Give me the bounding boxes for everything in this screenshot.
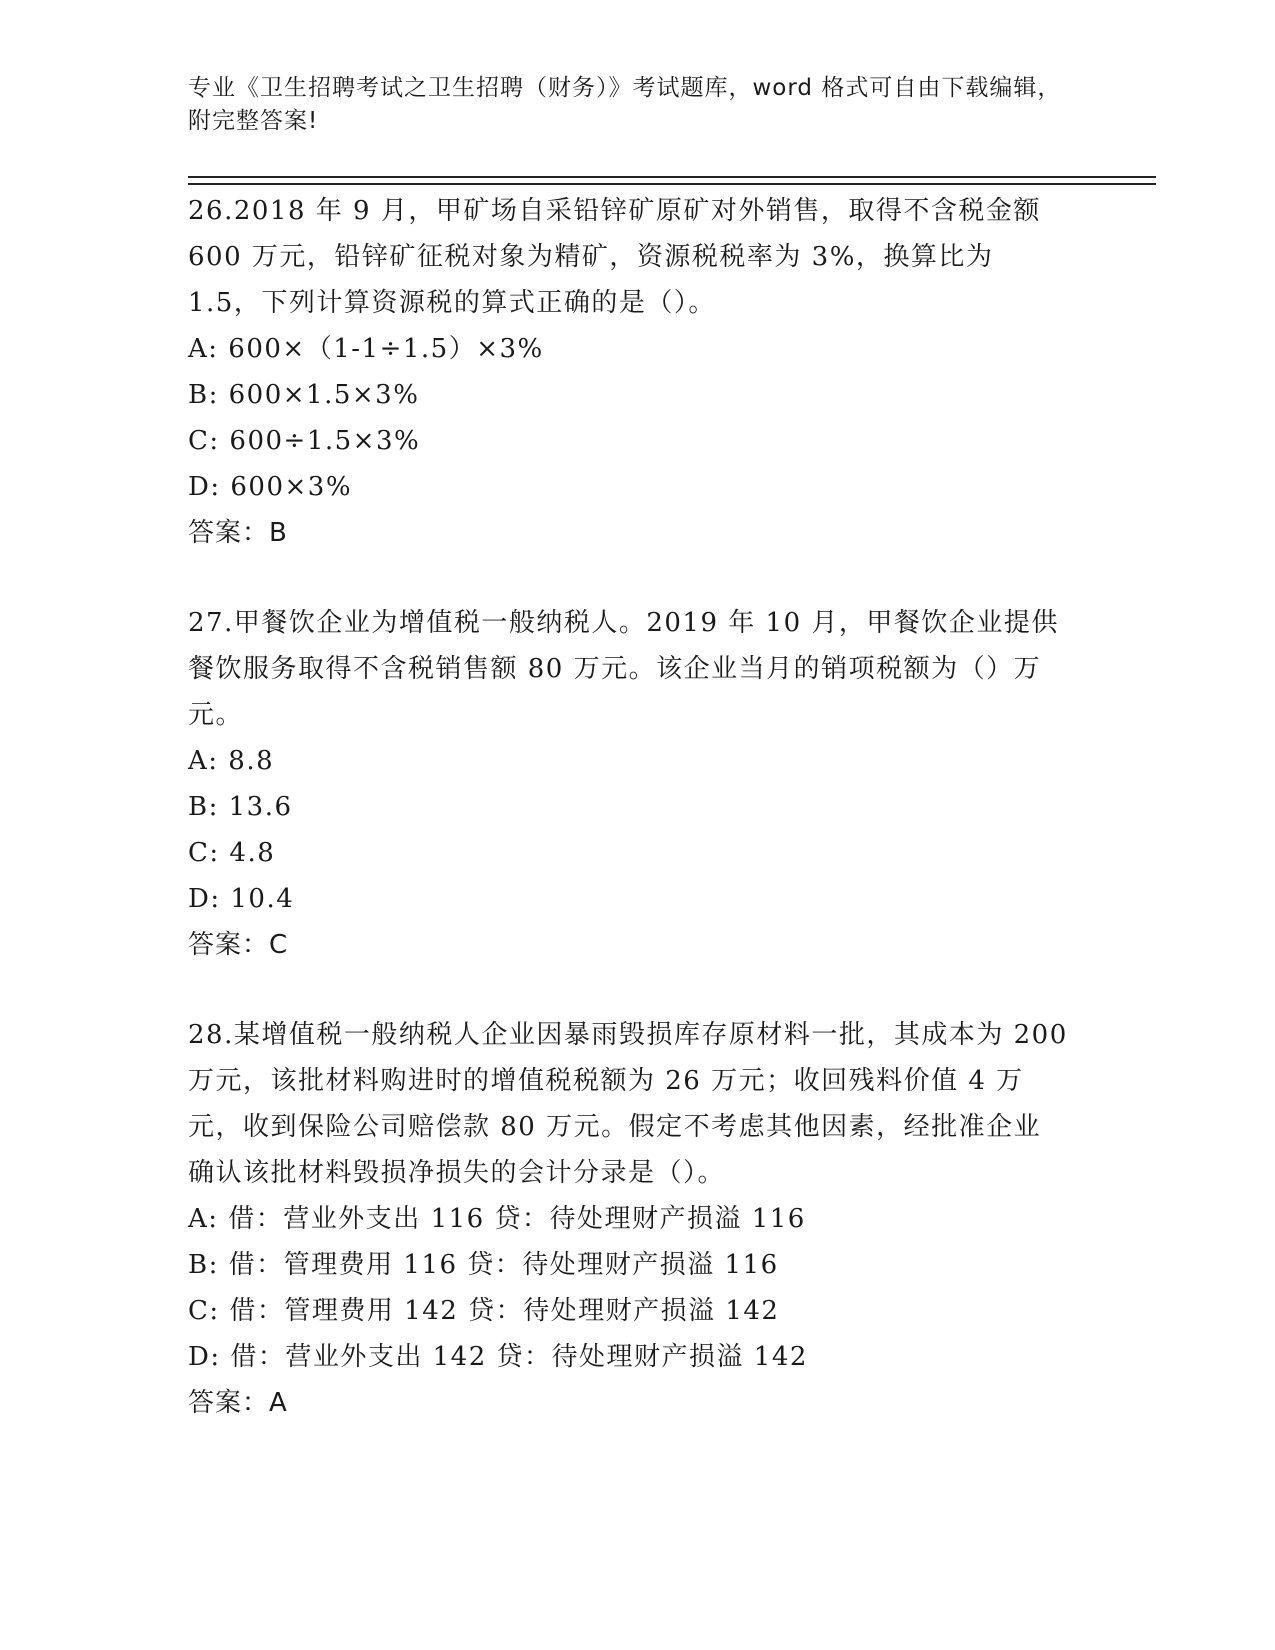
question-stem: 27.甲餐饮企业为增值税一般纳税人。2019 年 10 月，甲餐饮企业提供餐饮服务取得不含税销售额 80 万元。该企业当月的销项税额为（）万元。 [188, 608, 1059, 730]
option-a: A: 8.8 [188, 746, 275, 776]
option-c: C: 4.8 [188, 838, 276, 868]
answer: 答案：A [188, 1388, 288, 1418]
question-26 [188, 188, 1068, 556]
option-b: B: 借：管理费用 116 贷：待处理财产损溢 116 [188, 1250, 779, 1280]
answer: 答案：B [188, 518, 288, 548]
question-28 [188, 1012, 1068, 1426]
option-a: A: 借：营业外支出 116 贷：待处理财产损溢 116 [188, 1204, 806, 1234]
header-divider-top [188, 176, 1156, 178]
question-stem: 28.某增值税一般纳税人企业因暴雨毁损库存原材料一批，其成本为 200 万元，该批材料购进时的增值税税额为 26 万元；收回残料价值 4 万元，收到保险公司赔偿款 80 万元。假定不考虑其他因素，经批准企业确认该批材料毁损净损失的会计分录是（）。 [188, 1020, 1068, 1188]
header-divider-bottom [188, 183, 1156, 185]
option-c: C: 600÷1.5×3% [188, 426, 421, 456]
option-d: D: 借：营业外支出 142 贷：待处理财产损溢 142 [188, 1342, 808, 1372]
option-b: B: 13.6 [188, 792, 293, 822]
option-d: D: 600×3% [188, 472, 353, 502]
option-c: C: 借：管理费用 142 贷：待处理财产损溢 142 [188, 1296, 780, 1326]
header-text: 专业《卫生招聘考试之卫生招聘（财务）》考试题库，word 格式可自由下载编辑，附完整答案! [188, 75, 1062, 134]
option-b: B: 600×1.5×3% [188, 380, 420, 410]
document-header [188, 72, 1068, 138]
question-27 [188, 600, 1068, 968]
option-a: A: 600×（1-1÷1.5）×3% [188, 334, 544, 364]
question-stem: 26.2018 年 9 月，甲矿场自采铅锌矿原矿对外销售，取得不含税金额 600 万元，铅锌矿征税对象为精矿，资源税税率为 3%，换算比为 1.5，下列计算资源税的算式正确的是（）。 [188, 196, 1041, 318]
answer: 答案：C [188, 930, 289, 960]
option-d: D: 10.4 [188, 884, 295, 914]
